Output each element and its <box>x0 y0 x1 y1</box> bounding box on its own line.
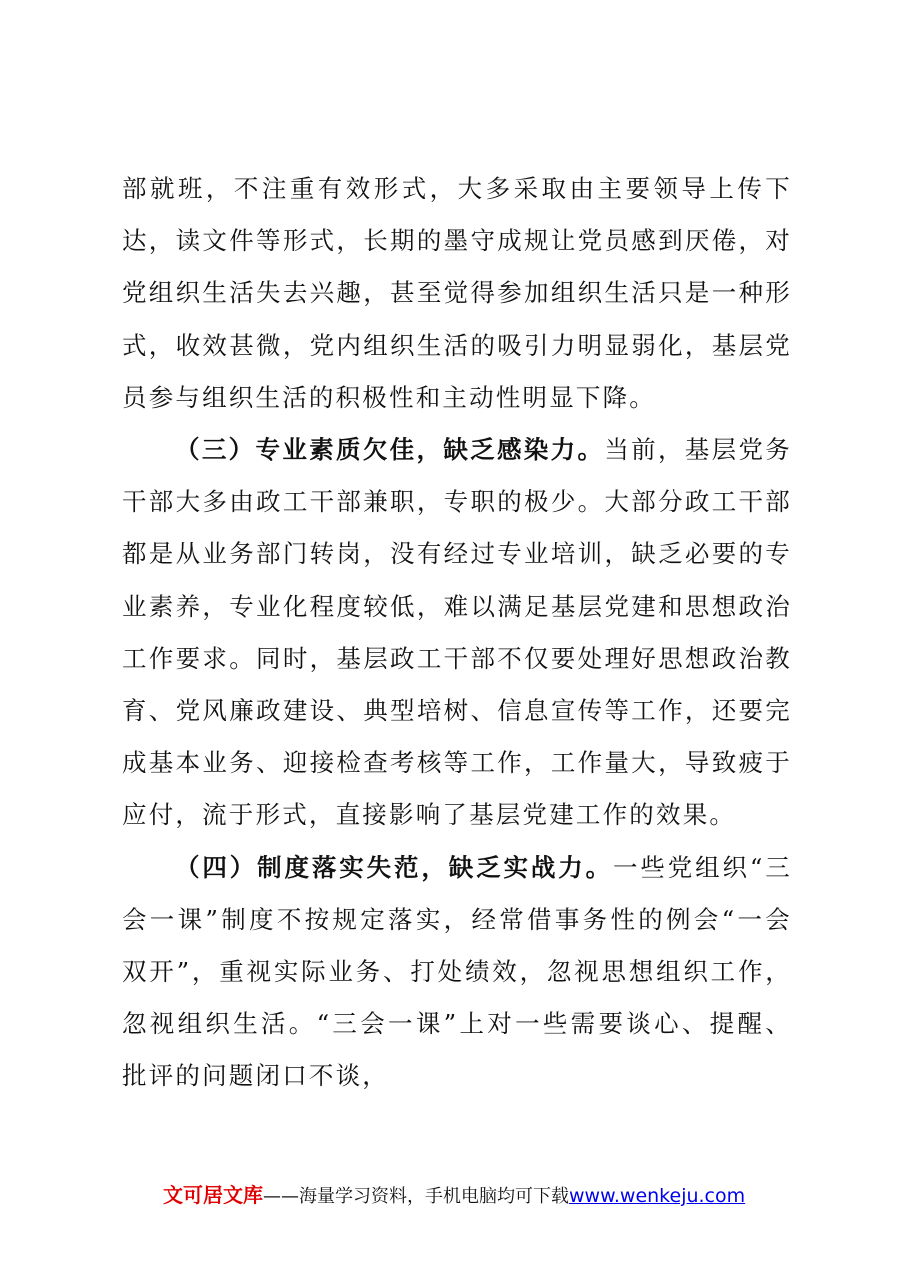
document-body <box>122 163 792 1103</box>
section-heading: （四）制度落实失范，缺乏实战力。 <box>175 852 614 882</box>
footer-brand: 文可居文库 <box>163 1183 263 1207</box>
footer-banner <box>163 1180 803 1212</box>
paragraph-text: 一些党组织“三会一课”制度不按规定落实，经常借事务性的例会“一会双开”，重视实际业务、打处绩效，忽视思想组织工作，忽视组织生活。“三会一课”上对一些需要谈心、提醒、批评的问题闭口不谈， <box>122 852 792 1091</box>
footer-website-link[interactable]: www.wenkeju.com <box>569 1185 746 1207</box>
paragraph-continuation <box>122 163 792 424</box>
section-heading: （三）专业素质欠佳，缺乏感染力。 <box>175 435 605 465</box>
paragraph-text: 部就班，不注重有效形式，大多采取由主要领导上传下达，读文件等形式，长期的墨守成规让党员感到厌倦，对党组织生活失去兴趣，甚至觉得参加组织生活只是一种形式，收效甚微，党内组织生活的吸引力明显弱化，基层党员参与组织生活的积极性和主动性明显下降。 <box>122 174 792 412</box>
paragraph-section-three <box>122 424 792 842</box>
footer-tagline: ——海量学习资料，手机电脑均可下载 <box>263 1186 569 1207</box>
paragraph-section-four <box>122 842 792 1103</box>
paragraph-text: 当前，基层党务干部大多由政工干部兼职，专职的极少。大部分政工干部都是从业务部门转岗，没有经过专业培训，缺乏必要的专业素养，专业化程度较低，难以满足基层党建和思想政治工作要求。同时，基层政工干部不仅要处理好思想政治教育、党风廉政建设、典型培树、信息宣传等工作，还要完成基本业务、迎接检查考核等工作，工作量大，导致疲于应付，流于形式，直接影响了基层党建工作的效果。 <box>122 435 793 830</box>
